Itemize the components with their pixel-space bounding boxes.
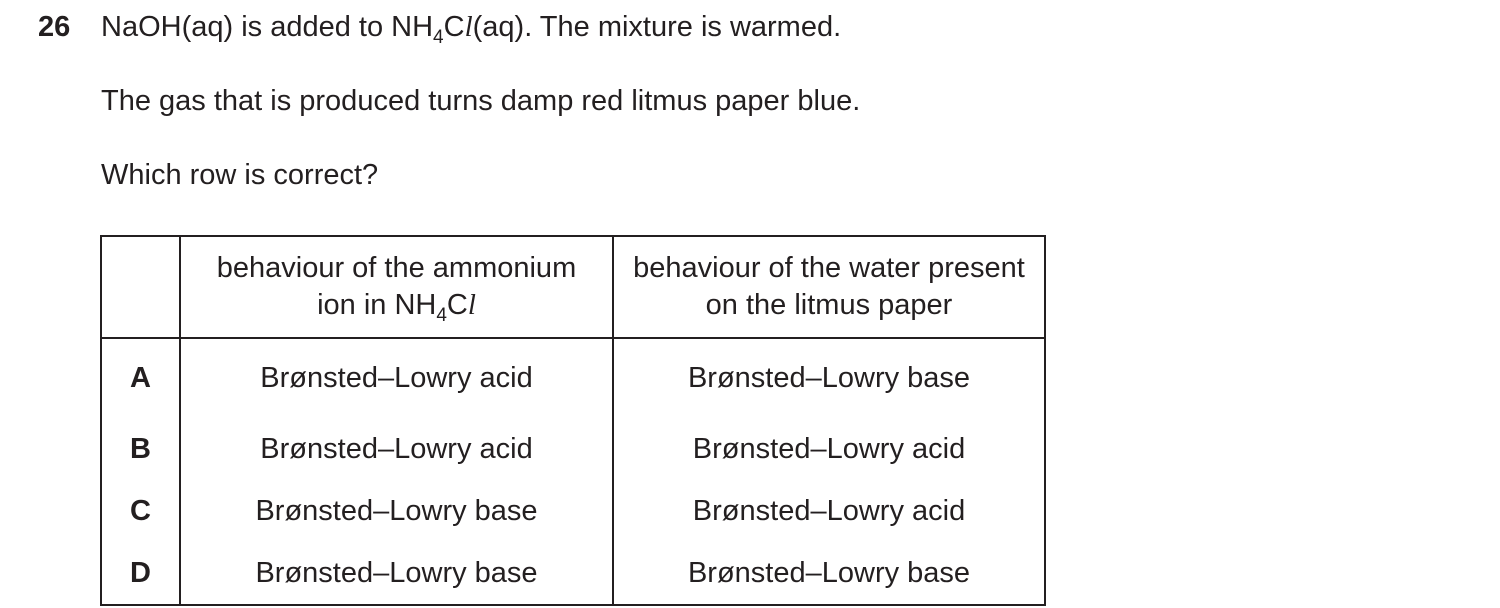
stem-italic-l: l: [464, 11, 473, 43]
option-ammonium-behaviour: Brønsted–Lowry acid: [180, 418, 613, 480]
header-blank-cell: [101, 236, 180, 338]
table-header-row: [101, 236, 1045, 338]
answer-options-table: [100, 235, 1046, 606]
header-ammonium-line2-text: ion in NH: [317, 289, 437, 321]
table-row: [101, 542, 1045, 605]
header-ammonium: [180, 236, 613, 338]
table-row: [101, 418, 1045, 480]
table-row: [101, 338, 1045, 418]
option-water-behaviour: Brønsted–Lowry base: [687, 556, 971, 589]
option-water-behaviour: Brønsted–Lowry acid: [692, 494, 966, 527]
stem-text-2: C: [443, 11, 465, 43]
header-ammonium-line2: [317, 289, 476, 326]
question-prompt: Which row is correct?: [101, 159, 379, 191]
option-ammonium-behaviour: Brønsted–Lowry base: [180, 480, 613, 542]
option-water-behaviour: Brønsted–Lowry base: [687, 362, 971, 394]
stem-text-1: NaOH(aq) is added to NH: [101, 11, 434, 43]
option-ammonium-behaviour: Brønsted–Lowry base: [180, 542, 613, 605]
header-ammonium-line1: behaviour of the ammonium: [216, 252, 577, 284]
option-letter: B: [101, 418, 180, 480]
header-water-line1: behaviour of the water present: [633, 252, 1025, 284]
option-letter: D: [101, 542, 180, 605]
question-number: 26: [38, 11, 71, 43]
question-stem: [101, 10, 842, 48]
option-water-behaviour: Brønsted–Lowry acid: [692, 432, 966, 465]
header-water-line2: on the litmus paper: [705, 289, 953, 321]
option-letter: C: [101, 480, 180, 542]
stem-text-3: (aq). The mixture is warmed.: [472, 11, 842, 43]
header-ammonium-italic-l: l: [467, 289, 476, 321]
header-water: [613, 236, 1045, 338]
header-ammonium-c: C: [446, 289, 468, 321]
question-observation: The gas that is produced turns damp red litmus paper blue.: [101, 85, 861, 117]
stem-subscript: 4: [433, 27, 444, 48]
table-row: [101, 480, 1045, 542]
option-letter: A: [101, 338, 180, 418]
header-ammonium-subscript: 4: [436, 305, 447, 326]
option-ammonium-behaviour: Brønsted–Lowry acid: [180, 338, 613, 418]
